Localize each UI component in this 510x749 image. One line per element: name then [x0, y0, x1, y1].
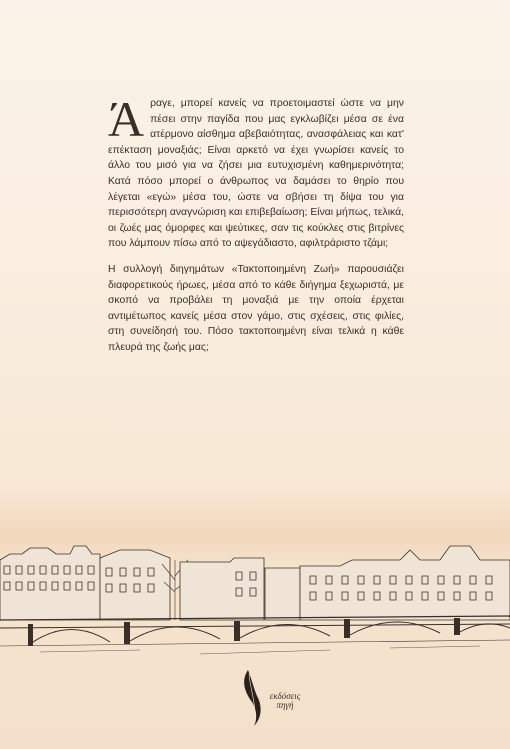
paris-skyline-illustration [0, 520, 510, 670]
blurb-paragraph-2: Η συλλογή διηγημάτων «Τακτοποιημένη Ζωή» παρουσιάζει διαφορετικούς ήρωες, μέσα από το κάθε διήγημα ξεχωριστά, με σκοπό να προβάλει τη μοναξιά με την οποία έρχεται αντιμέτωπος κανείς μέσα στον γάμο, στις σχέσεις, στις φιλίες, στη συνείδησή του. Πόσο τακτοποιημένη είναι τελικά η κάθε πλευρά της ζωής μας; [108, 263, 404, 353]
publisher-line-2: πηγή [276, 700, 294, 710]
publisher-line-1: εκδόσεις [269, 691, 301, 701]
back-cover-blurb [108, 91, 404, 356]
publisher-logo-text [260, 692, 310, 710]
drop-cap: Ά [108, 91, 145, 147]
blurb-paragraph-1 [108, 91, 404, 252]
paragraph-1-text: ραγε, μπορεί κανείς να προετοιμαστεί ώστε να μην πέσει στην παγίδα που μας εγκλωβίζει μέσα σε ένα ατέρμονο αίσθημα αβεβαιότητας, ανασφάλειας και κατ' επέκταση μοναξιάς; Είναι αρκετό να έχει γνωρίσει κανείς το άλλο του μισό για να ζήσει μια ευτυχισμένη καθημερινότητα; Κατά πόσο μπορεί ο άνθρωπος να δαμάσει το θηρίο που λέγεται «εγώ» μέσα του, ώστε να σβήσει τη δίψα του για περισσότερη αναγνώριση και επιβεβαίωση; Είναι μήπως, τελικά, οι ζωές μας όμορφες και ψεύτικες, σαν τις κούκλες στις βιτρίνες που λάμπουν πίσω από το αψεγάδιαστο, αφιλτράριστο τζάμι; [108, 98, 404, 250]
